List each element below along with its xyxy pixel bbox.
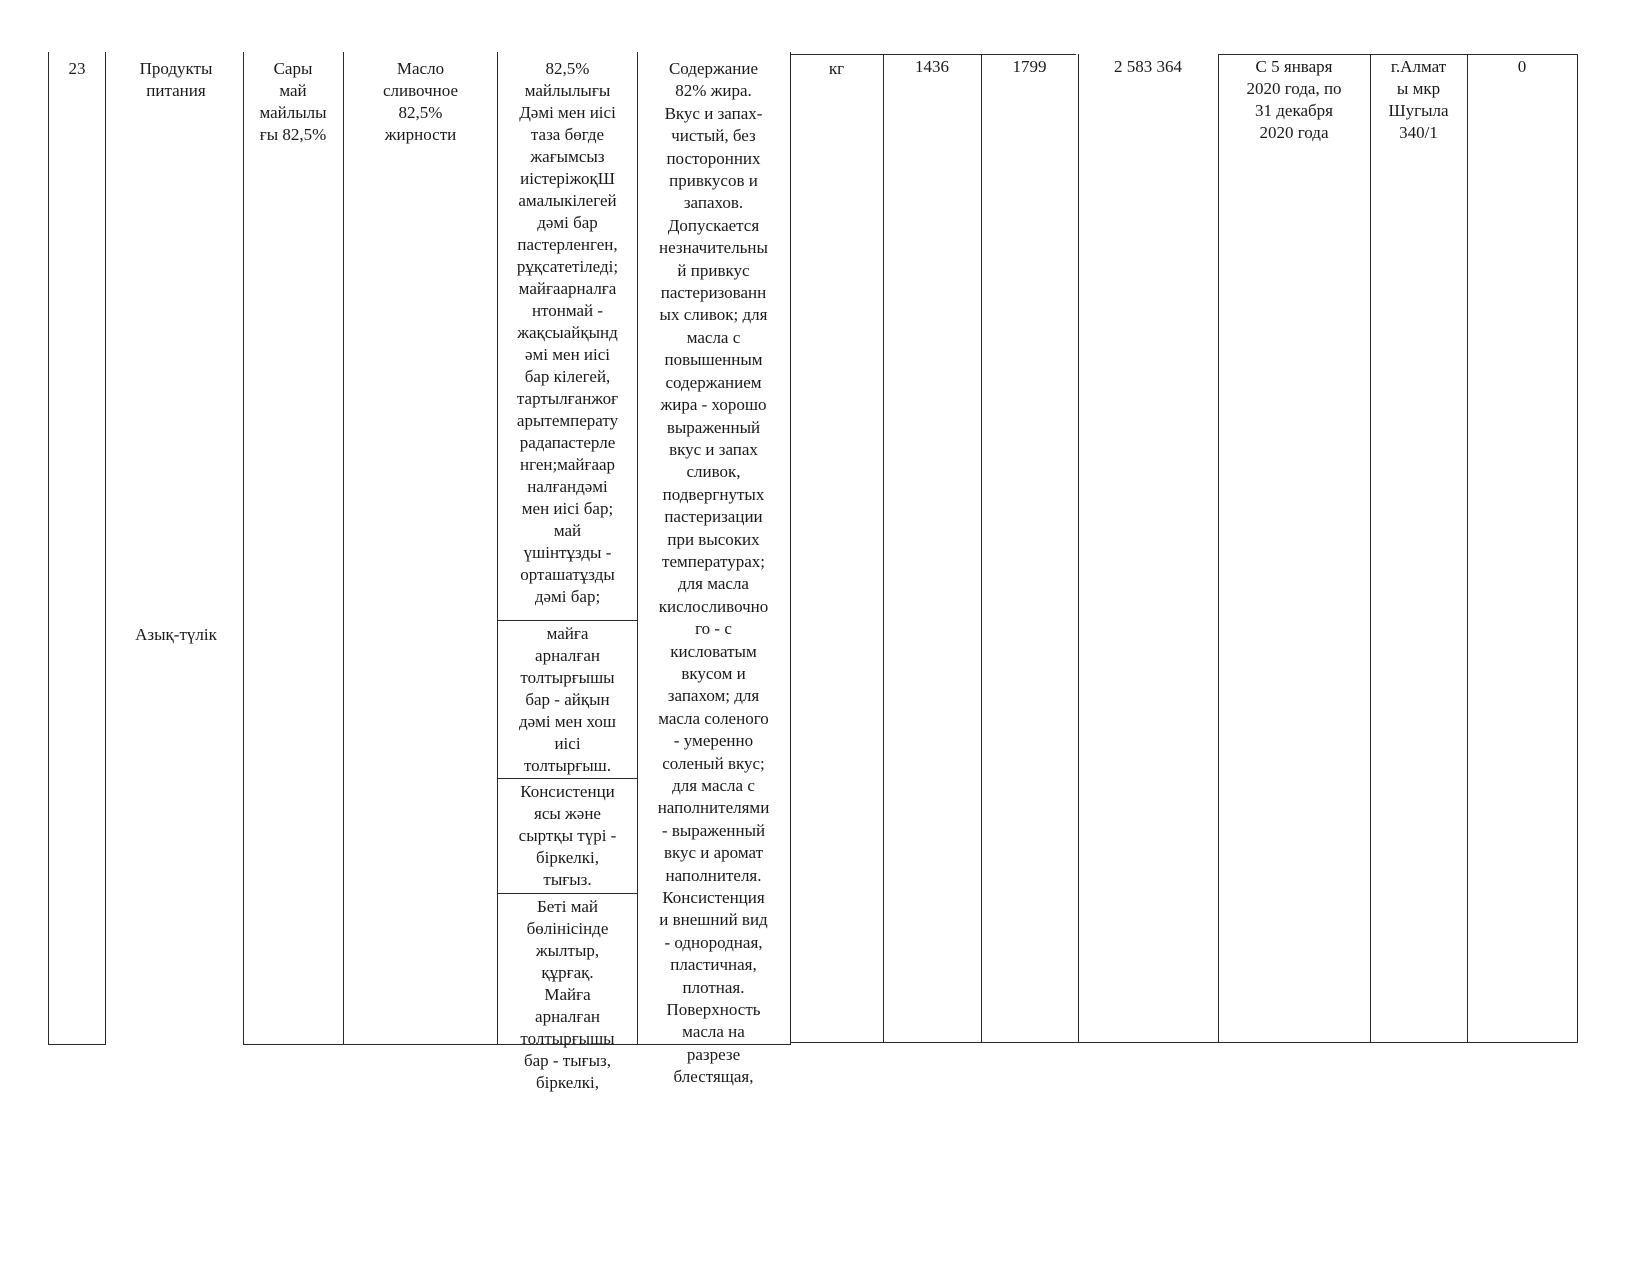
spec-kz-consistency: Консистенци ясы және сыртқы түрі - біркелкі, тығыз. [518,782,617,889]
table-border [1078,54,1079,1042]
table-border [497,893,638,894]
category-ru: Продукты питания [139,59,213,100]
table-border [497,620,638,621]
table-border [105,52,106,1044]
row-number: 23 [68,59,86,78]
product-name-kz: Сары май майлылы ғы 82,5% [259,59,327,144]
spec-ru: Содержание 82% жира. Вкус и запах- чистый, без посторонних привкусов и запахов. Допускается незначительны й привкус пастеризованн ых сливок; для масла с повышенным содержанием жира - хорошо выраженный вкус и запах сливок, подвергнутых пастеризации при высоких температурах; для масла кислосливочно го - с кисловатым вкусом и запахом; для масла соленого - умеренно соленый вкус; для масла с наполнителями - выраженный вкус и аромат наполнителя. Консистенция и внешний вид - однородная, пластичная, плотная. Поверхность масла на разрезе блестящая, [657,59,770,1087]
table-border [981,54,982,1042]
table-border [497,52,498,1044]
quantity: 1436 [915,57,949,76]
table-border [1577,54,1578,1042]
unit-price: 1799 [1012,57,1047,76]
table-border [1218,54,1578,55]
table-border [48,1044,106,1045]
table-border [497,778,638,779]
table-border [637,52,638,1044]
table-border [883,54,884,1042]
spec-kz-taste: 82,5% майлылығы Дәмі мен иісі таза бөгде жағымсыз иістеріжоқШ амалыкілегей дәмі бар пастерленген, рұқсатетіледі; майғаарналға нтонмай - жақсыайқынд әмі мен иісі бар кілегей, тартылғанжоғ арытемперату радапастерле нген;майғаар налғандәмі мен иісі бар; май үшінтұзды - орташатұзды дәмі бар; [516,59,619,606]
product-name-ru: Масло сливочное 82,5% жирности [383,59,458,144]
total-sum: 2 583 364 [1114,57,1182,76]
category-kz: Азық-түлік [135,625,217,644]
table-border [243,52,244,1044]
table-border [1467,54,1468,1042]
table-border [1218,54,1219,1042]
table-border [790,54,1076,55]
spec-kz-filler: майға арналған толтырғышы бар - айқын дәмі мен хош иісі толтырғыш. [518,624,617,775]
table-border [790,52,791,1044]
delivery-period: С 5 января 2020 года, по 31 декабря 2020 года [1246,57,1342,142]
last-column-value: 0 [1517,57,1527,76]
unit: кг [828,59,845,78]
spec-kz-surface: Беті май бөлінісінде жылтыр, құрғақ. Майға арналған толтырғышы бар - тығыз, біркелкі, [520,897,615,1092]
delivery-place: г.Алмат ы мкр Шугыла 340/1 [1388,57,1449,142]
table-border [48,52,49,1044]
table-border [1370,54,1371,1042]
table-border [790,1042,1578,1043]
table-border [343,52,344,1044]
